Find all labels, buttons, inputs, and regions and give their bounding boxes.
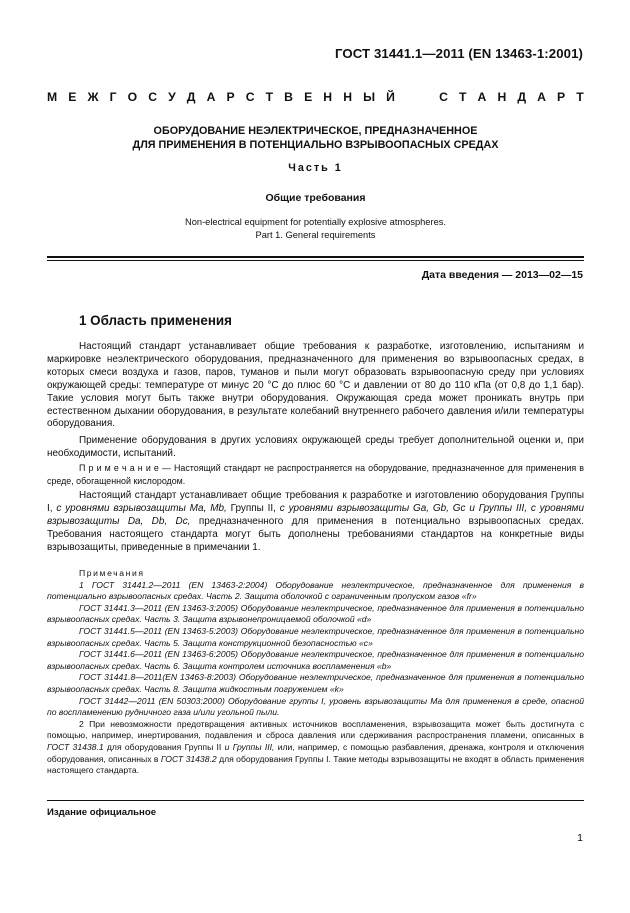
notes-block [47,568,584,777]
notes-label: Примечания [79,568,145,578]
note-item-5: ГОСТ 31441.8—2011(EN 13463-8:2003) Оборудование неэлектрическое, предназначенное для применения в потенциально взрывоопасных средах. Часть 8. Защита жидкостным погружением «k» [47,672,584,694]
banner-letter: С [245,90,255,104]
official-edition-label: Издание официальное [47,807,157,818]
note-item-6: ГОСТ 31442—2011 (EN 50303:2000) Оборудование группы I, уровень взрывозащиты Ма для применения в среде, опасной по воспламенению рудничного газа и/или угольной пыли. [47,695,584,718]
banner-letter: Й [386,90,395,104]
banner-letter: С [439,90,448,104]
n7-e: или, например, с помощью разбавления, дренажа, контроля и отключения оборудования, описанных в [47,741,584,764]
standard-number: ГОСТ 31441.1—2011 (EN 13463-1:2001) [335,46,583,61]
paragraph-2-text: Применение оборудования в других условиях окружающей среды требует дополнительной оценки и, при необходимости, испытаний. [47,435,584,459]
paragraph-3 [47,490,584,555]
n7-f: ГОСТ 31438.2 [160,753,217,764]
banner-letter: Д [186,90,196,104]
n7-c: для оборудования Группы II [103,741,225,752]
banner-letter: Е [68,90,77,104]
note-label: П р и м е ч а н и е [79,463,159,473]
banner-letter: Г [109,90,117,104]
document-subtitle: Общие требования [265,192,366,204]
banner-letter: А [206,90,216,104]
note-text: — Настоящий стандарт не распространяется на оборудование, предназначенное для применения в среде, обогащенной кислородом. [47,463,584,486]
banner-letter: Р [226,90,235,104]
note-item-3: ГОСТ 31441.5—2011 (EN 13463-5:2003) Оборудование неэлектрическое, предназначенное для применения в потенциально взрывоопасных средах. Часть 5. Защита конструкционной безопасностью «с» [47,625,584,648]
banner-letter: У [168,90,176,104]
banner-letter: О [127,90,138,104]
banner-letter: Н [497,90,507,104]
banner-letter: Ы [363,90,376,104]
part-label: Часть 1 [288,162,343,174]
banner-letter: Р [557,90,566,104]
english-title-line-1: Non-electrical equipment for potentially explosive atmospheres. [185,217,446,227]
banner-letter: М [47,90,58,104]
p3-part-b: с уровнями взрывозащиты Ма, Mb, [56,502,227,514]
banner-letter: Е [304,90,313,104]
n7-a: 2 При невозможности предотвращения активных источников воспламенения, взрывозащита может быть достигнута с помощью, например, инертирования, подавления и сброса давления или сдерживания распространения пламени, описанных в [47,718,584,741]
banner-letter: С [148,90,157,104]
banner-letter: А [477,90,487,104]
title-line-2: ДЛЯ ПРИМЕНЕНИЯ В ПОТЕНЦИАЛЬНО ВЗРЫВООПАСНЫХ СРЕДАХ [132,139,499,151]
n7-g: для оборудования Группы I. Такие методы взрывозащиты не входят в область применения настоящего стандарта. [47,753,584,776]
p3-part-d: с уровнями взрывозащиты Ga, Gb, Gc и Группы III, с уровнями взрывозащиты Da, Db, Dc, [47,502,584,527]
document-title [47,124,584,152]
paragraph-1 [47,341,584,431]
banner-word-gap [406,90,428,104]
note-oxygen [47,462,584,487]
english-title-line-2: Part 1. General requirements [255,230,376,240]
banner-letter: Т [265,90,274,104]
note-item-1: 1 ГОСТ 31441.2—2011 (EN 13463-2:2004) Оборудование неэлектрическое, предназначенное для применения в потенциально взрывоопасных средах. Часть 2. Защита оболочкой с ограниченным пропуском газов «fr» [47,579,584,602]
banner-letter: Ж [87,90,99,104]
p3-part-e: предназначенного для применения в потенциально взрывоопасных средах. Требования настоящего стандарта могут быть дополнены требованиями стандартов на конкретные виды взрывозащиты, приведенные в примечании 1. [47,515,584,553]
footer-divider [47,800,584,801]
n7-d: и Группы III, [224,741,275,752]
paragraph-2 [47,435,584,461]
note-item-4: ГОСТ 31441.6—2011 (EN 13463-6:2005) Оборудование неэлектрическое, предназначенное для применения в потенциально взрывоопасных средах. Часть 6. Защита контролем источника воспламенения «b» [47,649,584,671]
banner-letter: Н [343,90,353,104]
p3-part-c: Группы II, [226,502,280,514]
n7-b: ГОСТ 31438.1 [47,741,104,752]
banner-letter: А [537,90,546,104]
paragraph-3-text [47,490,584,555]
note-item-7 [47,719,584,777]
p3-part-a: Настоящий стандарт устанавливает общие требования к разработке и изготовлению оборудования Группы I, [47,490,584,514]
title-line-1: ОБОРУДОВАНИЕ НЕЭЛЕКТРИЧЕСКОЕ, ПРЕДНАЗНАЧЕННОЕ [153,125,478,137]
title-divider-thick [47,256,584,258]
interstate-standard-banner [47,90,584,104]
introduction-date: Дата введения — 2013—02—15 [421,269,583,281]
english-title [47,216,584,242]
page-number: 1 [577,832,583,844]
banner-letter: Н [323,90,333,104]
section-heading: 1 Область применения [79,313,232,328]
note-item-2: ГОСТ 31441.3—2011 (EN 13463-3:2005) Оборудование неэлектрическое, предназначенное для применения в потенциально взрывоопасных средах. Часть 3. Защита взрывонепроницаемой оболочкой «d» [47,602,584,625]
banner-letter: Д [517,90,527,104]
title-divider-thin [47,260,584,261]
banner-letter: Т [576,90,584,104]
banner-letter: Т [459,90,467,104]
banner-letter: В [284,90,293,104]
paragraph-1-text: Настоящий стандарт устанавливает общие требования к разработке, изготовлению, испытаниям и маркировке неэлектрического оборудования, предназначенного для применения во взрывоопасных средах, в которых смеси воздуха и газов, паров, туманов и пыли могут образовать взрывоопасную среду при условиях окружающей среды: температуре от минус 20 °С до плюс 60 °С и давлении от 80 до 110 кПа (от 0,8 до 1,1 бар). Такие условия могут быть также внутри оборудования. Окружающая среда может проникать внутрь при естественном дыхании оборудования, в результате колебаний внутреннего рабочего давления и/или температуры оборудования. [47,341,584,430]
